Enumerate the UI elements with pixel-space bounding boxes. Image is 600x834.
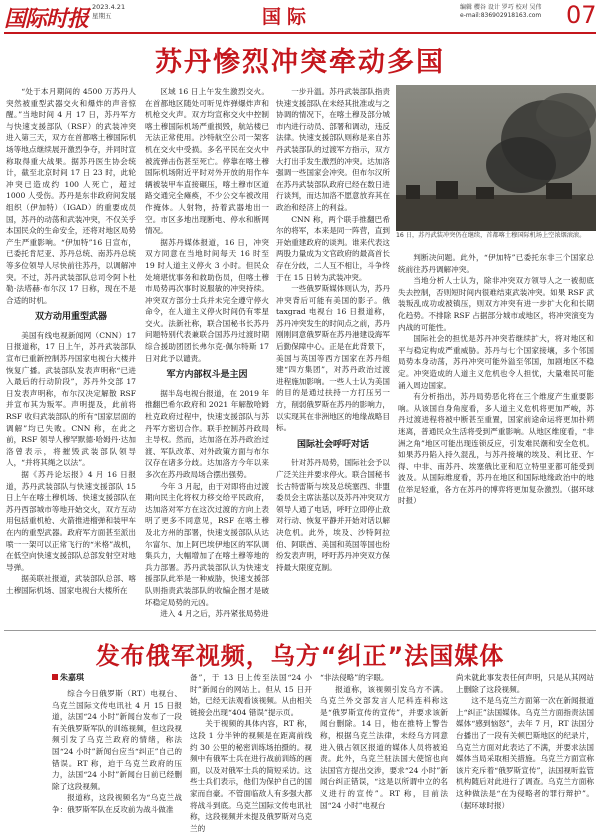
article1-headline: 苏丹惨烈冲突牵动多国: [155, 47, 445, 78]
paragraph: 备”，于 13 日上传至法国“24 小时”新闻台的网站上。但从 15 日开始，已经无法观看该视频。从由相关链接会出现“404 错误”提示页。: [190, 673, 312, 717]
smoke-scene-image: [396, 85, 596, 231]
newspaper-logo: 国际时报: [4, 7, 89, 32]
paragraph: 区域 16 日上午发生激烈交火。在首都地区随处可听见炸弹爆炸声和机枪交火声。双方均宣称交火中控制喀土穆国际机场严重损毁，航站楼已无法正常使用。沙特航空公司一架客机在交火中受损。多名平民在交火中被流弹击伤甚至死亡。停靠在喀土穆国际机场附近平时对外开放的用作车辆被装甲车直接碾压，喀土穆市区道路交通完全瘫痪，不少公交车被改用作掩体。人射物，持着武器地出一空。市区多地出现断电、停水和断网情况。: [145, 87, 269, 236]
photo-caption: 16 日，苏丹武装冲突仍在继续，首都喀土穆国际机场上空浓烟滚滚。: [396, 232, 586, 239]
article2-byline: [52, 672, 84, 683]
paragraph: 一步升温。苏丹武装部队指责快速支援部队在未经其批准或与之协调的情况下，在喀土穆及部分城市内进行动员、部署和调动，违反法律。快速支援部队则称是来自苏丹武装部队的过渡军方指示，双方大打出手发生激烈的冲突。达加洛强调一些国家会冲突。但布尔汉所在苏丹武装部队政府已经在数日进行谈判，而达加洛不愿意放弃其在政治和经济上的利益。: [276, 87, 390, 212]
article2-headline: 发布俄军视频，乌方“纠正”法国媒体: [95, 642, 505, 670]
paragraph: 报道称，这段视频名为“乌克兰战争：俄罗斯军队在反攻前为战斗做准: [52, 793, 182, 814]
paragraph: 综合今日俄罗斯（RT）电视台、乌克兰国际文传电讯社 4 月 15 日报道，法国“24 小时”新闻台发布了一段有关俄罗斯军队的训练视频，但这段视频引发了乌克兰政府的情绪，称法国“24 小时”新闻台应当“纠正”自己的错误。RT 称，迫于乌克兰政府的压力，法国“24 小时”新闻台日前已经删除了这段视频。: [52, 689, 182, 791]
paragraph: 针对苏丹局势，国际社会予以广泛关注并要求停火。联合国秘书长古特雷斯与埃及总统塞西、非盟委员会主席法基以及苏丹冲突双方领导人通了电话，呼吁立即停止敌对行动、恢复平静并开始对话以解决危机。此外，埃及、沙特阿拉伯、阿联酋、美国和英国等国也纷纷发表声明，呼吁苏丹冲突双方保持最大限度克制。: [276, 458, 390, 572]
paragraph: CNN 称，两个联手推翻巴希尔的将军，本来是同一阵营，直到开始重建政府的谈判。谁来代表这两股力量成为文官政府的最高首长存在分歧，二人互不相让，斗争终于在 15 日转为武装冲突。: [276, 214, 390, 282]
article1-column-4: [398, 252, 594, 626]
editor-credits: [460, 4, 542, 20]
article1-column-3: [276, 86, 390, 626]
section-title: 国际: [262, 6, 313, 28]
paragraph: 关于视频的具体内容，RT 称，这段 1 分半钟的视频是在距离前线约 30 公里的秘密训练场拍摄的。视频中有俄军士兵在进行战前训练的画面，以及对俄军士兵的简短采访。这些士兵们表示，他们为保护自己的国家而自豪。不管面临敌人有多强大都将战斗到底。乌克兰国际文传电讯社称，这段视频并未提及俄罗斯对乌克兰的: [190, 719, 312, 833]
paragraph: 国际社会的担忧是苏丹冲突若继续扩大，将对地区和平与稳定构成严重威胁。苏丹与七个国家接壤，多个邻国局势本身动荡，苏丹冲突可能外溢至邻国，加剧地区不稳定。冲突造成的人道主义危机也令人担忧，大量难民可能涌入周边国家。: [398, 334, 594, 390]
issue-date-block: [92, 3, 125, 21]
masthead-rule: [4, 32, 596, 34]
paragraph: 一些俄罗斯媒体则认为，苏丹冲突背后可能有美国的影子。俄 taxgrad 电视台 16 日报道称，苏丹冲突发生的时间点之前，苏丹刚刚同意俄罗斯在苏丹港建设海军后勤保障中心。正是在此背景下，美国与英国等西方国家在苏丹组建“四方集团”，对苏丹政治过渡进程施加影响。一些人士认为美国的目的是通过扶持一方打压另一方，削弱俄罗斯在苏丹的影响力，以实现其在非洲地区的地缘战略目标。: [276, 284, 390, 433]
subheading: 双方动用重型武器: [34, 312, 107, 323]
paragraph: 据苏丹媒体报道，16 日，冲突双方同意在当地时间每天 16 时至 19 时人道主义停火 3 小时。但民众处境堪忧事务和救助伤员，但喀土穆市局势再次事时说服敏的冲突持续。冲突双方部分士兵并未完全遵守停火命令，在人道主义停火时间仍有零星交火。法新社称，联合国秘书长苏丹问题特别代表兼联合国苏丹过渡时期综合援助团团长弗尔克·佩尔特斯 17 日对此予以谴责。: [145, 237, 269, 363]
paragraph: 据《苏丹论坛报》4 月 16 日报道，苏丹武装部队与快速支援部队 15 日上午在喀土穆机场、快速支援部队在苏丹西部城市等地开始交火，双方互动用包括重机枪、火箭推进榴弹和装甲车在内的重型武器。政府军方面甚至派出喷一一架可以正常飞行的“米格”战机，在低空向快速支援部队总部发射空对地导弹。: [6, 470, 136, 572]
paragraph: 据美联社报道，武装部队总部、喀土穆国际机场、国家电视台大楼所在: [6, 574, 136, 595]
paragraph: 报道称，该视频引发乌方不满。乌克兰外交部发言人尼科连科称这是“俄罗斯宣传的宣传”，并要求该新闻台删除。14 日，他在推特上警告称，根据乌克兰法律，未经乌方同意进入俄占领区报道的媒体人员将被追责。此外，乌克兰驻法国大使馆也向法国官方提出交涉，要求“24 小时”新闻台纠正错误，“这是以所谓中立的名义进行的宣传”。RT 称，目前法国“24 小时”电视台: [320, 684, 448, 810]
paragraph: “非法侵略”的字眼。: [320, 673, 389, 682]
article1-photo: [396, 85, 596, 231]
byline-author: 朱嘉琪: [60, 673, 84, 682]
paragraph: 今年 3 月起，由于对即将由过渡期向民主化将权力移交给平民政府，达加洛对军方在这次过渡的方向上表明了更多不同意见，RSF 在喀土穆及北方州的部署，快速支援部队从达尔富尔、加上阿巴埃伊地区的军队调集兵力，大幅增加了在喀土穆等地的兵力部署。苏丹武装部队认为快速支援部队此举是一种威胁，快速支援部队则指责武装部队的收编企图才是破坏稳定局势的元凶。: [145, 481, 269, 607]
paragraph: 当地分析人士认为，除非冲突双方领导人之一被彻底失去控制，否则短时间内很难结束武装冲突。如果 RSF 武装叛乱成功或被镇压，则双方冲突有进一步扩大化和长期化趋势。不排除 RSF 占据部分城市或地区，将冲突演变为内战的可能性。: [398, 276, 594, 332]
article2-column-1: [52, 688, 182, 826]
article2-column-3: [320, 672, 448, 826]
subheading: 国际社会呼吁对话: [296, 439, 369, 450]
article2-column-2: [190, 672, 312, 833]
page-number: 07: [566, 1, 597, 29]
paragraph: “处于本月期间的 4500 万苏丹人突然被重型武器交火和爆炸的声音惊醒。”当地时间 4 月 17 日，苏丹军方与快速支援部队（RSF）的武装冲突进入第三天，双方在首都喀土穆国际机场等地点继续展开激烈争夺，并同时宣称取得重大战果。据苏丹医生协会统计，截至北京时间 17 日 23 时，此轮冲突已造成约 100 人死亡，超过 1000 人受伤。苏丹是东非政府间发展组织（伊加特）（IGAD）的重要成员国，苏丹的动荡和武装冲突，不仅关乎本国民众的生命安全，还将对地区局势产生严重影响。“伊加特”16 日宣布，已委托肯尼亚、苏丹总统、南苏丹总统等多位领导人尽快前往苏丹，以调解冲突。不过，苏丹武装部队总司令阿卜杜勒·法塔赫·布尔汉 17 日称，现在不是合适的时机。: [6, 87, 136, 305]
paragraph: 有分析指出，苏丹局势恶化将在三个维度产生重要影响。从该国自身角度看，多人道主义危机将更加严峻，苏丹过渡进程将被中断甚至重置，国家前途命运将更加扑朔迷离，普通民众生活将受到严重影响。从地区维度看，“非洲之角”地区可能出现连锁反应，引发难民潮和安全危机。如果苏丹陷入持久混乱，与苏丹接壤的埃及、利比亚、乍得、中非、南苏丹、埃塞俄比亚和厄立特里亚都可能受到波及。从国际维度看，苏丹在地区和国际地缘政治中的地位举足轻重，各方在苏丹的博弈将更加复杂激烈。（据环球时报）: [398, 392, 594, 506]
article1-column-1: [6, 86, 136, 597]
article1-column-2: [145, 86, 269, 626]
paragraph: 尚未就此事发表任何声明，只是从其网站上删除了这段视频。: [456, 673, 594, 694]
editor-credits-line1: 编辑 樱谷 设计 罗巧 校对 吴伟: [460, 4, 542, 11]
article2-column-4: [456, 672, 594, 826]
byline-marker-icon: [52, 674, 58, 680]
subheading: 军方内部权斗是主因: [166, 370, 248, 381]
paragraph: 判断决问题。此外，“伊加特”已委托东非三个国家总统前往苏丹调解冲突。: [398, 253, 594, 274]
article-divider: [4, 630, 596, 631]
paragraph: 这不是乌克兰方面第一次在新闻报道上“纠正”法国媒体。乌克兰方面指责法国媒体“感到恼怒”，去年 7 月，RT 法国分台播出了一段有关顿巴斯地区的纪录片，乌克兰方面对此表达了不满，并要求法国媒体当局采取相关措施。乌克兰方面宣称该片充斥着“俄罗斯宣传”，法国视听监管机构随后对此进行了调查。乌克兰方面称这种做法是“在为侵略者的罪行辩护”。（据环球时报）: [456, 696, 594, 810]
issue-date: 2023.4.21: [92, 3, 126, 11]
issue-weekday: 星期五: [92, 12, 112, 20]
editor-email: e-mail:836902918163.com: [460, 12, 542, 19]
paragraph: 据半岛电视台报道，在 2019 年推翻巴希尔政府和 2021 年解散哈姆杜克政府过程中，快速支援部队与苏丹军方密切合作。联手控制苏丹政局主导权。然而，达加洛在苏丹政治过渡、军队改革、对外政策方面与布尔汉存在诸多分歧。达加洛方今年以来多次在苏丹政局场合摆出强势。: [145, 388, 269, 479]
masthead: [0, 0, 600, 32]
paragraph: 进入 4 月之后，苏丹紧张局势进: [160, 609, 269, 619]
paragraph: 美国有线电视新闻网（CNN）17 日报道称，17 日上午，苏丹武装部队宣布已重新控制苏丹国家电视台大楼并恢复广播。武装部队发表声明称“已进入最后的行动阶段”，苏丹外交部 17 日发表声明称，布尔汉决定解散 RSF 并宣布其为叛军。声明提及，此前将 RSF 收归武装部队的所有“国家层面的调解”均已失败。CNN 称，在此之前，RSF 领导人穆罕默德·哈姆丹·达加洛曾表示，将摧毁武装部队领导人，“并将其绳之以法”。: [6, 330, 136, 468]
